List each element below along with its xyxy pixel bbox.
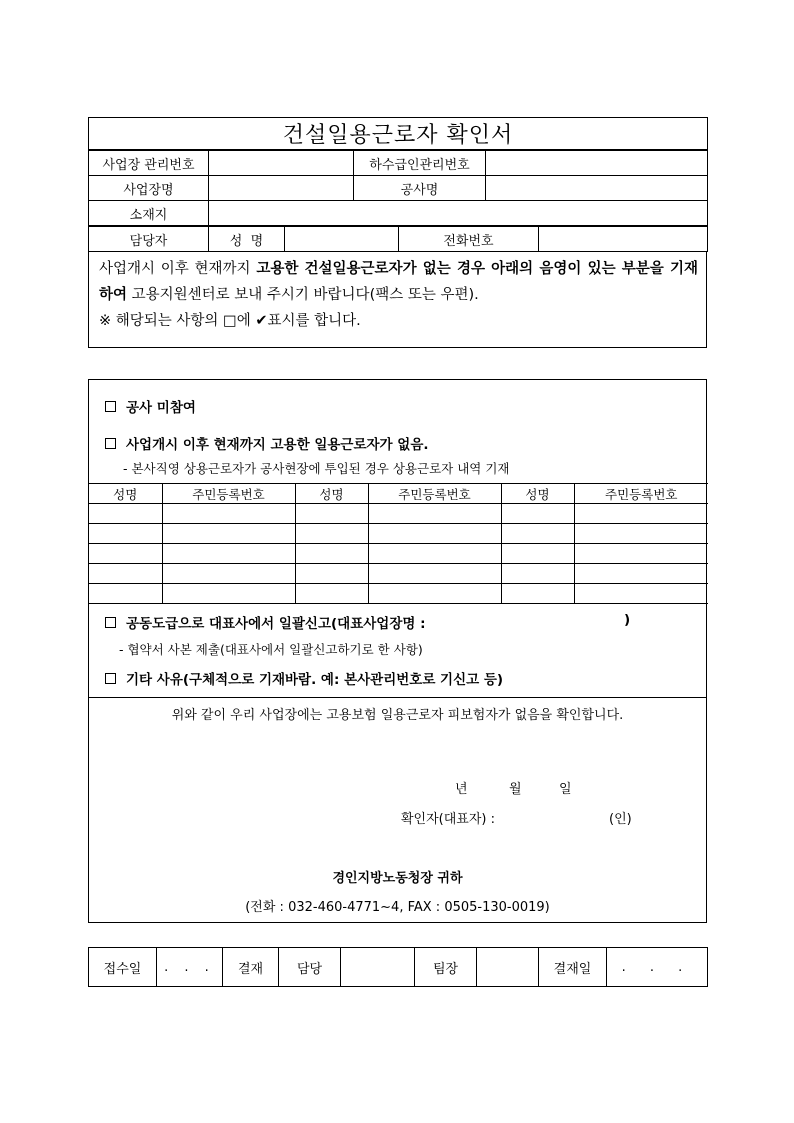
option-label: 공동도급으로 대표사에서 일괄신고(대표사업장명 :: [126, 616, 426, 632]
table-cell[interactable]: [368, 584, 501, 604]
option-close-paren: ): [624, 612, 631, 628]
approval-date-value[interactable]: . . .: [607, 948, 708, 987]
notice-box: [88, 252, 707, 348]
table-cell[interactable]: [501, 524, 574, 544]
table-cell[interactable]: [368, 524, 501, 544]
field-phone[interactable]: [539, 227, 708, 252]
option-joint-contract[interactable]: [105, 612, 690, 634]
table-cell[interactable]: [574, 524, 708, 544]
table-row: [89, 544, 708, 564]
page-title: 건설일용근로자 확인서: [89, 118, 708, 150]
option-label: 사업개시 이후 현재까지 고용한 일용근로자가 없음.: [126, 437, 429, 453]
option-label: 기타 사유(구체적으로 기재바람. 예: 본사관리번호로 기신고 등): [126, 672, 504, 688]
header-name-3: 성명: [501, 484, 574, 504]
date-year: 년: [455, 782, 468, 797]
table-cell[interactable]: [574, 504, 708, 524]
confirmation-statement: 위와 같이 우리 사업장에는 고용보험 일용근로자 피보험자가 없음을 확인합니다.: [171, 708, 624, 723]
checkbox-icon[interactable]: [105, 438, 116, 449]
approval-date-label: 결재일: [539, 948, 607, 987]
table-cell[interactable]: [89, 524, 162, 544]
table-row: [89, 524, 708, 544]
table-cell[interactable]: [162, 504, 295, 524]
label-workplace-name: 사업장명: [89, 176, 209, 201]
header-name-1: 성명: [89, 484, 162, 504]
seal-mark: (인): [609, 812, 632, 827]
checkbox-icon[interactable]: [105, 401, 116, 412]
date-line: [89, 778, 706, 798]
table-cell[interactable]: [368, 564, 501, 584]
notice-part-b: 고용한 건설일용근로자가 없는 경우 아래의 음영이 있는 부분을 기재하여: [99, 261, 698, 303]
table-row: [89, 564, 708, 584]
approval-label: 결재: [223, 948, 279, 987]
checkmark-icon: ✔: [255, 313, 268, 329]
staff-label: 담당: [279, 948, 341, 987]
option-no-employees-note: - 본사직영 상용근로자가 공사현장에 투입된 경우 상용근로자 내역 기재: [123, 461, 510, 476]
table-row: [89, 504, 708, 524]
table-cell[interactable]: [501, 504, 574, 524]
notice-instruction: [99, 308, 698, 334]
table-cell[interactable]: [295, 524, 368, 544]
date-day: 일: [559, 782, 572, 797]
date-month: 월: [509, 782, 522, 797]
label-workplace-number: 사업장 관리번호: [89, 151, 209, 176]
header-id-2: 주민등록번호: [368, 484, 501, 504]
table-cell[interactable]: [501, 584, 574, 604]
option-label: 공사 미참여: [126, 400, 196, 416]
table-cell[interactable]: [89, 504, 162, 524]
table-cell[interactable]: [162, 524, 295, 544]
label-subcontractor-number: 하수급인관리번호: [354, 151, 486, 176]
option-joint-contract-note: - 협약서 사본 제출(대표사에서 일괄신고하기로 한 사항): [119, 642, 423, 657]
checkbox-glyph-icon: □: [223, 313, 237, 329]
table-cell[interactable]: [162, 584, 295, 604]
confirmation-section: [88, 379, 707, 923]
notice-part-a: 사업개시 이후 현재까지: [99, 261, 257, 277]
table-cell[interactable]: [162, 564, 295, 584]
label-phone: 전화번호: [399, 227, 539, 252]
staff-sign-field[interactable]: [341, 948, 415, 987]
header-id-3: 주민등록번호: [574, 484, 708, 504]
manager-sign-field[interactable]: [477, 948, 539, 987]
header-name-2: 성명: [295, 484, 368, 504]
instruction-mid: 에: [236, 313, 256, 329]
instruction-post: 표시를 합니다.: [267, 313, 361, 329]
checkbox-icon[interactable]: [105, 617, 116, 628]
field-subcontractor-number[interactable]: [486, 151, 708, 176]
employee-table: [89, 483, 708, 604]
checkbox-icon[interactable]: [105, 673, 116, 684]
table-row: [89, 584, 708, 604]
option-no-employees[interactable]: [105, 433, 690, 455]
table-cell[interactable]: [368, 504, 501, 524]
table-cell[interactable]: [368, 544, 501, 564]
notice-part-c: 고용지원센터로 보내 주시기 바랍니다(팩스 또는 우편).: [127, 287, 479, 303]
notice-text: [99, 256, 698, 308]
table-cell[interactable]: [295, 544, 368, 564]
table-cell[interactable]: [574, 544, 708, 564]
table-cell[interactable]: [89, 544, 162, 564]
table-cell[interactable]: [162, 544, 295, 564]
signer-line: [89, 808, 706, 828]
table-cell[interactable]: [574, 584, 708, 604]
header-form: [88, 117, 707, 359]
label-contact-person: 담당자: [89, 227, 209, 252]
signer-label: 확인자(대표자) :: [401, 812, 496, 827]
field-address[interactable]: [209, 201, 708, 226]
field-workplace-number[interactable]: [209, 151, 354, 176]
approval-strip: [88, 947, 707, 987]
label-project-name: 공사명: [354, 176, 486, 201]
contact-info: (전화 : 032-460-4771~4, FAX : 0505-130-0019): [245, 900, 550, 915]
option-other-reason[interactable]: [105, 668, 690, 690]
table-cell[interactable]: [295, 564, 368, 584]
table-cell[interactable]: [295, 504, 368, 524]
field-project-name[interactable]: [486, 176, 708, 201]
table-cell[interactable]: [574, 564, 708, 584]
table-cell[interactable]: [295, 584, 368, 604]
label-person-name: 성 명: [209, 227, 285, 252]
table-cell[interactable]: [89, 564, 162, 584]
table-cell[interactable]: [501, 544, 574, 564]
received-date-value[interactable]: . . .: [157, 948, 223, 987]
table-cell[interactable]: [501, 564, 574, 584]
addressee: 경인지방노동청장 귀하: [332, 871, 463, 886]
field-person-name[interactable]: [285, 227, 399, 252]
header-id-1: 주민등록번호: [162, 484, 295, 504]
manager-label: 팀장: [415, 948, 477, 987]
table-cell[interactable]: [89, 584, 162, 604]
label-address: 소재지: [89, 201, 209, 226]
received-date-label: 접수일: [89, 948, 157, 987]
option-no-participation[interactable]: [105, 396, 690, 422]
field-workplace-name[interactable]: [209, 176, 354, 201]
instruction-pre: ※ 해당되는 사항의: [99, 313, 224, 329]
